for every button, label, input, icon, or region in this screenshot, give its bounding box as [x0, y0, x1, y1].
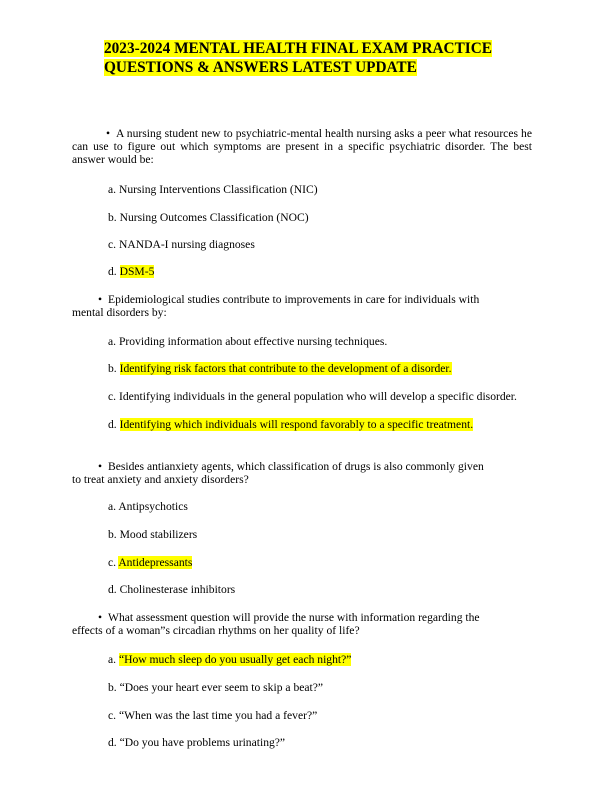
question-3-text: • Besides antianxiety agents, which classification of drugs is also commonly given to treat anxiety and anxiety disorders?	[72, 460, 484, 486]
q4-option-d: d. “Do you have problems urinating?”	[108, 736, 286, 749]
q2-option-c: c. Identifying individuals in the general population who will develop a specific disorder.	[108, 390, 517, 403]
highlighted-answer: Antidepressants	[118, 556, 193, 569]
highlighted-answer: DSM-5	[119, 265, 155, 278]
q3-option-a: a. Antipsychotics	[108, 500, 188, 513]
document-title	[104, 39, 524, 77]
q2-option-a: a. Providing information about effective nursing techniques.	[108, 335, 388, 348]
q4-option-a: a. “How much sleep do you usually get each night?”	[108, 653, 352, 666]
q3-option-c: c. Antidepressants	[108, 556, 193, 569]
bullet: •	[97, 460, 102, 473]
q3-option-d: d. Cholinesterase inhibitors	[108, 583, 236, 596]
q1-option-d: d. DSM-5	[108, 265, 155, 278]
highlighted-answer: Identifying which individuals will respond favorably to a specific treatment.	[119, 418, 474, 431]
q4-option-c: c. “When was the last time you had a fever?”	[108, 709, 318, 722]
q2-option-b: b. Identifying risk factors that contribute to the development of a disorder.	[108, 362, 452, 375]
highlighted-answer: Identifying risk factors that contribute to the development of a disorder.	[119, 362, 452, 375]
q4-option-b: b. “Does your heart ever seem to skip a beat?”	[108, 681, 324, 694]
question-4-text: • What assessment question will provide the nurse with information regarding the effects of a woman”s circadian rhythms on her quality of life?	[72, 611, 480, 637]
highlighted-answer: “How much sleep do you usually get each night?”	[118, 653, 352, 666]
bullet: •	[97, 611, 102, 624]
question-2-text: • Epidemiological studies contribute to improvements in care for individuals with mental disorders by:	[72, 293, 480, 319]
q1-option-a: a. Nursing Interventions Classification (NIC)	[108, 183, 318, 196]
q1-option-b: b. Nursing Outcomes Classification (NOC)	[108, 211, 309, 224]
bullet: •	[97, 293, 102, 306]
q3-option-b: b. Mood stabilizers	[108, 528, 198, 541]
q1-option-c: c. NANDA-I nursing diagnoses	[108, 238, 255, 251]
bullet: •	[105, 127, 110, 140]
title-line-2: QUESTIONS & ANSWERS LATEST UPDATE	[104, 59, 417, 76]
title-line-1: 2023-2024 MENTAL HEALTH FINAL EXAM PRACTICE	[104, 40, 492, 57]
question-1-text: • A nursing student new to psychiatric-mental health nursing asks a peer what resources he can use to figure out which symptoms are present in a specific psychiatric disorder. The best answer would be:	[72, 127, 532, 166]
q2-option-d: d. Identifying which individuals will respond favorably to a specific treatment.	[108, 418, 474, 431]
